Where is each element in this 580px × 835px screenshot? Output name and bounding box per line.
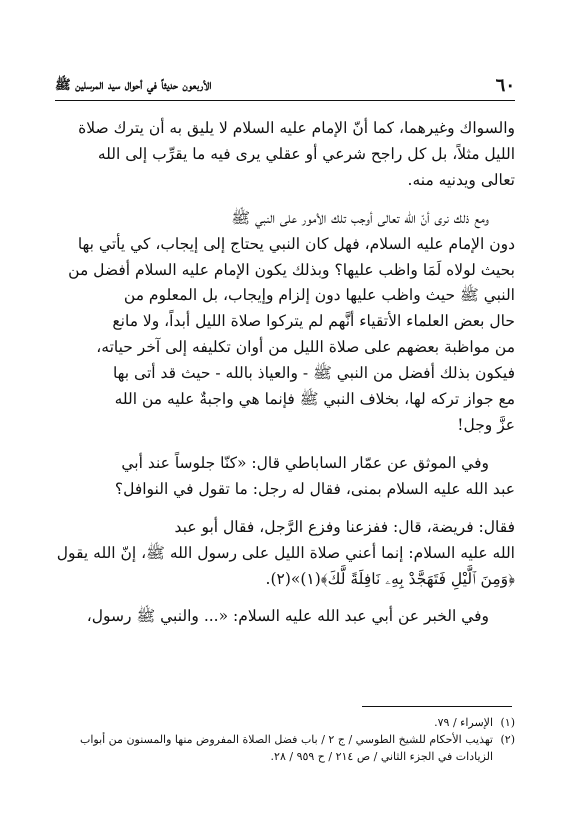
footnote-number: (٢): [500, 733, 515, 746]
text-line: وفي الخبر عن أبي عبد الله عليه السلام: «... والنبي ﷺ رسول،: [86, 607, 489, 626]
running-title: الأربعون حديثاً في أحوال سيد المرسلين ﷺ: [55, 78, 212, 93]
text-line: ومع ذلك نرى أنّ الله تعالى أوجب تلك الأمور على النبي ﷺ: [231, 208, 489, 227]
paragraph-1: [55, 116, 515, 194]
text-line: من مواظبة بعضهم على صلاة الليل من أوان تكليفه إلى آخر حياته،: [96, 338, 515, 357]
text-line: والسواك وغيرهما، كما أنّ الإمام عليه السلام لا يليق به أن يترك صلاة: [78, 119, 515, 137]
text-line: عزَّ وجل!: [457, 415, 515, 434]
paragraph-4: [55, 515, 515, 593]
text-line: الله عليه السلام: إنما أعني صلاة الليل على رسول الله ﷺ، إنّ الله يقول: [56, 543, 515, 562]
footnote-2: [55, 731, 515, 748]
paragraph-3: [55, 451, 515, 503]
text-line: الليل مثلاً، بل كل راجح شرعي أو عقلي يرى فيه ما يقرِّب إلى الله: [97, 144, 515, 163]
text-line: تعالى ويدنيه منه.: [407, 170, 515, 189]
footnote-text: تهذيب الأحكام للشيخ الطوسي / ج ٢ / باب فضل الصلاة المفروض منها والمسنون من أبواب: [79, 733, 493, 746]
footnote-number: (١): [500, 716, 515, 729]
paragraph-2: [55, 206, 515, 439]
paragraph-5: [55, 604, 515, 630]
page-header: [55, 70, 515, 101]
page-number: ٦٠: [495, 75, 515, 96]
text-line: مع جواز تركه لها، بخلاف النبي ﷺ فإنما هي واجبةٌ عليه من الله: [114, 390, 515, 409]
text-line: دون الإمام عليه السلام، فهل كان النبي يحتاج إلى إيجاب، كي يأتي بها: [77, 234, 515, 253]
footnotes: [55, 714, 515, 765]
footnote-text: الإسراء / ٧٩.: [434, 716, 493, 729]
footnote-2-continuation: الزيادات في الجزء الثاني / ص ٢١٤ / ح ٩٥٩ / ٢٨.: [270, 750, 493, 763]
text-line: عبد الله عليه السلام بمنى، فقال له رجل: ما تقول في النوافل؟: [114, 479, 515, 498]
text-line: فقال: فريضة، قال: ففزعنا وفزع الرَّجل، فقال أبو عبد: [174, 517, 515, 536]
text-line: بحيث لولاه لَمَا واظب عليها؟ وبذلك يكون الإمام عليه السلام أفضل من: [68, 260, 515, 279]
body-text: [55, 116, 515, 630]
quran-verse-line: ﴿وَمِنَ ٱلَّيْلِ فَتَهَجَّدْ بِهِۦ نَافِلَةً لَّكَ﴾(١)»(٢).: [265, 569, 515, 588]
footnote-1: [55, 714, 515, 731]
text-line: حال بعض العلماء الأتقياء أنَّهم لم يتركوا صلاة الليل أبداً، ولا مانع: [112, 312, 515, 331]
text-line: وفي الموثق عن عمّار الساباطي قال: «كنّا جلوساً عند أبي: [121, 453, 489, 472]
text-line: النبي ﷺ حيث واظب عليها دون إلزام وإيجاب، بل المعلوم من: [123, 286, 515, 305]
text-line: فيكون بذلك أفضل من النبي ﷺ - والعياذ بالله - حيث قد أتى بها: [112, 364, 515, 383]
footnote-divider: [362, 706, 512, 707]
